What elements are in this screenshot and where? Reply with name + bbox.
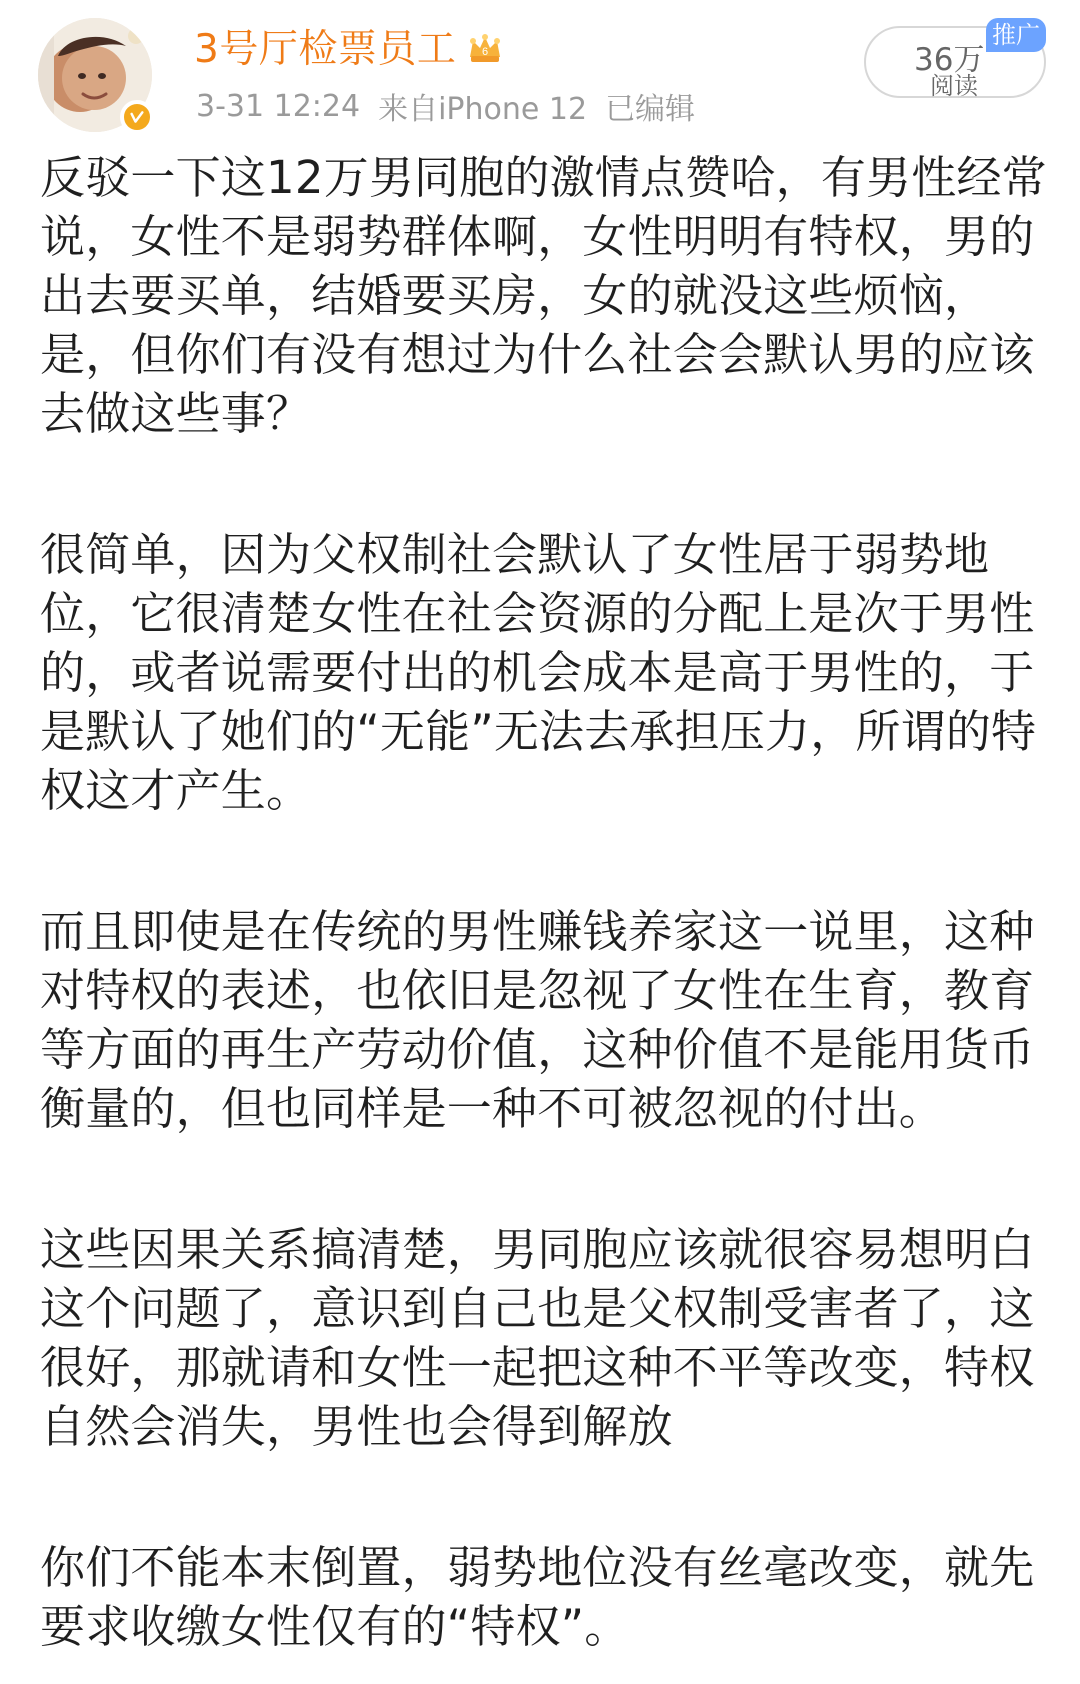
crown-icon [466, 32, 504, 66]
post-body [40, 148, 1050, 1656]
username[interactable]: 3号厅检票员工 [194, 26, 457, 72]
post-paragraph: 你们不能本末倒置，弱势地位没有丝毫改变，就先要求收缴女性仅有的“特权”。 [40, 1541, 1035, 1653]
post-paragraph: 很简单，因为父权制社会默认了女性居于弱势地位，它很清楚女性在社会资源的分配上是次于男性的，或者说需要付出的机会成本是高于男性的，于是默认了她们的“无能”无法去承担压力，所谓的特权这才产生。 [40, 528, 1037, 817]
promo-badge[interactable]: 推广 [986, 18, 1046, 52]
username-row[interactable] [194, 22, 504, 76]
post-paragraph: 这些因果关系搞清楚，男同胞应该就很容易想明白这个问题了，意识到自己也是父权制受害者了，这很好，那就请和女性一起把这种不平等改变，特权自然会消失，男性也会得到解放 [40, 1223, 1035, 1453]
post-header [0, 0, 1080, 140]
post-meta [196, 86, 695, 126]
verified-badge-icon [120, 100, 154, 134]
svg-text:6: 6 [482, 46, 489, 58]
read-count-card[interactable] [864, 21, 1046, 100]
post-source: 来自iPhone 12 [378, 92, 588, 127]
edited-label: 已编辑 [605, 92, 696, 127]
post-paragraph: 而且即使是在传统的男性赚钱养家这一说里，这种对特权的表述，也依旧是忽视了女性在生育，教育等方面的再生产劳动价值，这种价值不是能用货币衡量的，但也同样是一种不可被忽视的付出。 [40, 905, 1035, 1135]
avatar-container[interactable] [38, 18, 160, 140]
post-paragraph: 反驳一下这12万男同胞的激情点赞哈，有男性经常说，女性不是弱势群体啊，女性明明有特权，男的出去要买单，结婚要买房，女的就没这些烦恼，是，但你们有没有想过为什么社会会默认男的应该去做这些事？ [40, 151, 1047, 440]
read-count: 36万 [914, 42, 985, 78]
post-time: 3-31 12:24 [196, 88, 361, 124]
read-label: 阅读 [930, 72, 978, 100]
